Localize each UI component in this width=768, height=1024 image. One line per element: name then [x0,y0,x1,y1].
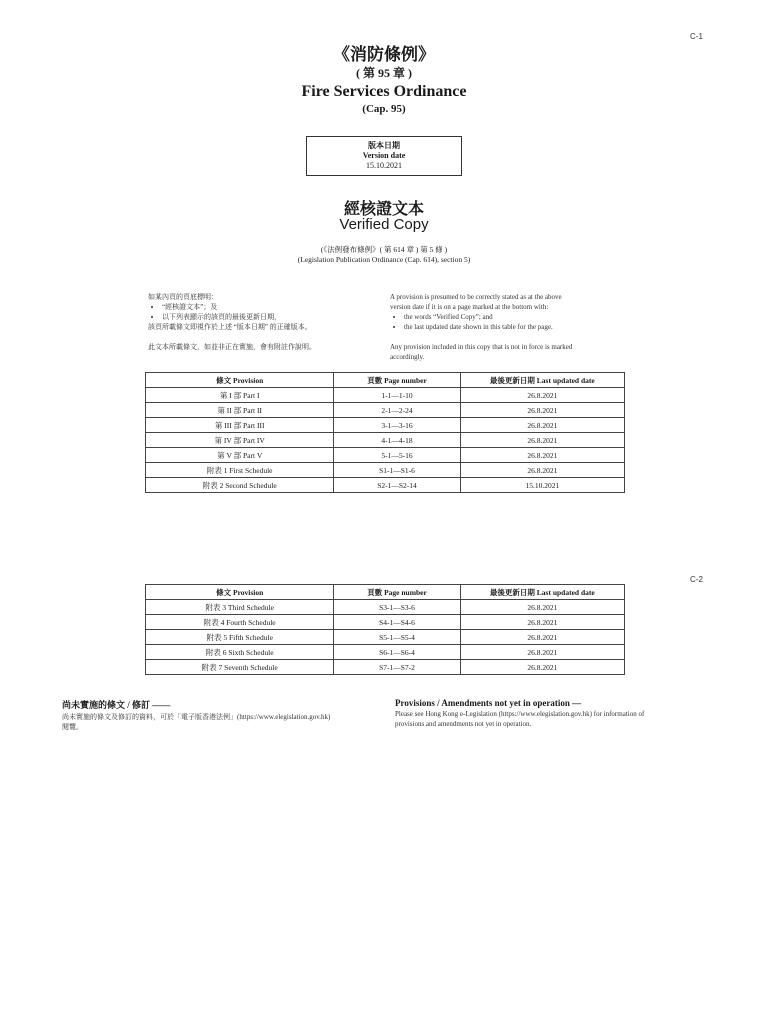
header-page-number: 頁數 Page number [334,373,460,388]
cell-date: 26.8.2021 [460,600,624,615]
note-en-intro-2: version date if it is on a page marked at the bottom with: [390,303,549,311]
cell-date: 15.10.2021 [460,478,624,493]
update-table-2 [145,584,625,675]
cell-page-range: S7-1—S7-2 [334,660,460,675]
header-provision: 條文 Provision [146,585,334,600]
table-row [146,600,625,615]
chapter-chinese: ( 第 95 章 ) [356,66,412,80]
table-row [146,645,625,660]
cell-date: 26.8.2021 [460,615,624,630]
cell-date: 26.8.2021 [460,630,624,645]
cell-provision: 附表 6 Sixth Schedule [146,645,334,660]
header-provision: 條文 Provision [146,373,334,388]
note-zh-para2: 此文本所載條文，如並非正在實施，會有附註作說明。 [148,343,316,351]
update-table-1 [145,372,625,493]
cell-provision: 第 V 部 Part V [146,448,334,463]
not-in-operation-heading-en: Provisions / Amendments not yet in operation — [395,698,582,708]
table-row [146,418,625,433]
table-row [146,478,625,493]
publication-ref-en: (Legislation Publication Ordinance (Cap. 614), section 5) [297,255,471,264]
cell-date: 26.8.2021 [460,388,624,403]
version-date-box [306,136,462,176]
header-page-number: 頁數 Page number [334,585,460,600]
page-mark-c1: C-1 [690,32,703,41]
table-header-row [146,373,625,388]
cell-provision: 附表 3 Third Schedule [146,600,334,615]
note-en-bullet: • the last updated date shown in this table for the page. [404,322,630,332]
table-row [146,463,625,478]
cell-provision: 附表 7 Seventh Schedule [146,660,334,675]
table-row [146,630,625,645]
header-last-updated: 最後更新日期 Last updated date [460,585,624,600]
notes-chinese [148,292,368,352]
cell-page-range: 2-1—2-24 [334,403,460,418]
table-row [146,660,625,675]
verified-copy-zh: 經核證文本 [343,201,424,218]
cell-page-range: 3-1—3-16 [334,418,460,433]
cap-number: (Cap. 95) [362,103,406,115]
cell-page-range: 1-1—1-10 [334,388,460,403]
cell-provision: 第 II 部 Part II [146,403,334,418]
not-in-operation-body-en-1: Please see Hong Kong e-Legislation (https://www.elegislation.gov.hk) for information of [395,710,645,718]
cell-provision: 第 III 部 Part III [146,418,334,433]
cell-page-range: S3-1—S3-6 [334,600,460,615]
cell-page-range: 5-1—5-16 [334,448,460,463]
not-in-operation-en [395,698,705,729]
table-row [146,615,625,630]
verified-copy-en: Verified Copy [339,216,429,233]
note-en-para2-2: accordingly. [390,353,425,361]
cell-page-range: S4-1—S4-6 [334,615,460,630]
table-header-row [146,585,625,600]
cell-page-range: S2-1—S2-14 [334,478,460,493]
note-zh-bullet: • “經核證文本”；及 [162,302,368,312]
note-en-intro-1: A provision is presumed to be correctly stated as at the above [390,293,562,301]
cell-date: 26.8.2021 [460,645,624,660]
version-date-label-en: Version date [362,151,406,160]
cell-date: 26.8.2021 [460,660,624,675]
note-en-para2-1: Any provision included in this copy that is not in force is marked [390,343,573,351]
cell-date: 26.8.2021 [460,448,624,463]
table-row [146,448,625,463]
publication-ref-zh: (《法例發布條例》( 第 614 章 ) 第 5 條 ) [320,245,448,254]
not-in-operation-body-zh-1: 尚未實施的條文及修訂的資料，可於「電子版香港法例」(https://www.elegislation.gov.hk) [62,713,331,721]
table-row [146,403,625,418]
ordinance-title-chinese: 《消防條例》 [333,45,435,64]
cell-provision: 附表 1 First Schedule [146,463,334,478]
cell-page-range: 4-1—4-18 [334,433,460,448]
note-zh-intro: 如某內頁的頁底標明： [148,293,218,301]
page-mark-c2: C-2 [690,575,703,584]
not-in-operation-heading-zh: 尚未實施的條文 / 修訂 —— [62,700,171,710]
cell-provision: 附表 2 Second Schedule [146,478,334,493]
cell-date: 26.8.2021 [460,463,624,478]
cell-date: 26.8.2021 [460,403,624,418]
cell-page-range: S5-1—S5-4 [334,630,460,645]
cell-date: 26.8.2021 [460,418,624,433]
header-last-updated: 最後更新日期 Last updated date [460,373,624,388]
note-en-bullet: • the words “Verified Copy”; and [404,312,630,322]
cell-provision: 第 I 部 Part I [146,388,334,403]
cell-provision: 附表 5 Fifth Schedule [146,630,334,645]
ordinance-title-english: Fire Services Ordinance [301,83,467,100]
cell-date: 26.8.2021 [460,433,624,448]
note-zh-tail: 該頁所載條文即視作於上述 “版本日期” 的正確版本。 [148,323,312,331]
cell-page-range: S6-1—S6-4 [334,645,460,660]
version-date-value: 15.10.2021 [366,161,402,170]
not-in-operation-body-en-2: provisions and amendments not yet in operation. [395,720,532,728]
table-row [146,388,625,403]
not-in-operation-body-zh-2: 閱覽。 [62,723,83,731]
notes-english [390,292,630,362]
not-in-operation-zh [62,698,384,732]
cell-page-range: S1-1—S1-6 [334,463,460,478]
note-zh-bullet: • 以下列表顯示的該頁的最後更新日期， [162,312,368,322]
version-date-label-zh: 版本日期 [368,141,400,150]
table-row [146,433,625,448]
cell-provision: 第 IV 部 Part IV [146,433,334,448]
cell-provision: 附表 4 Fourth Schedule [146,615,334,630]
